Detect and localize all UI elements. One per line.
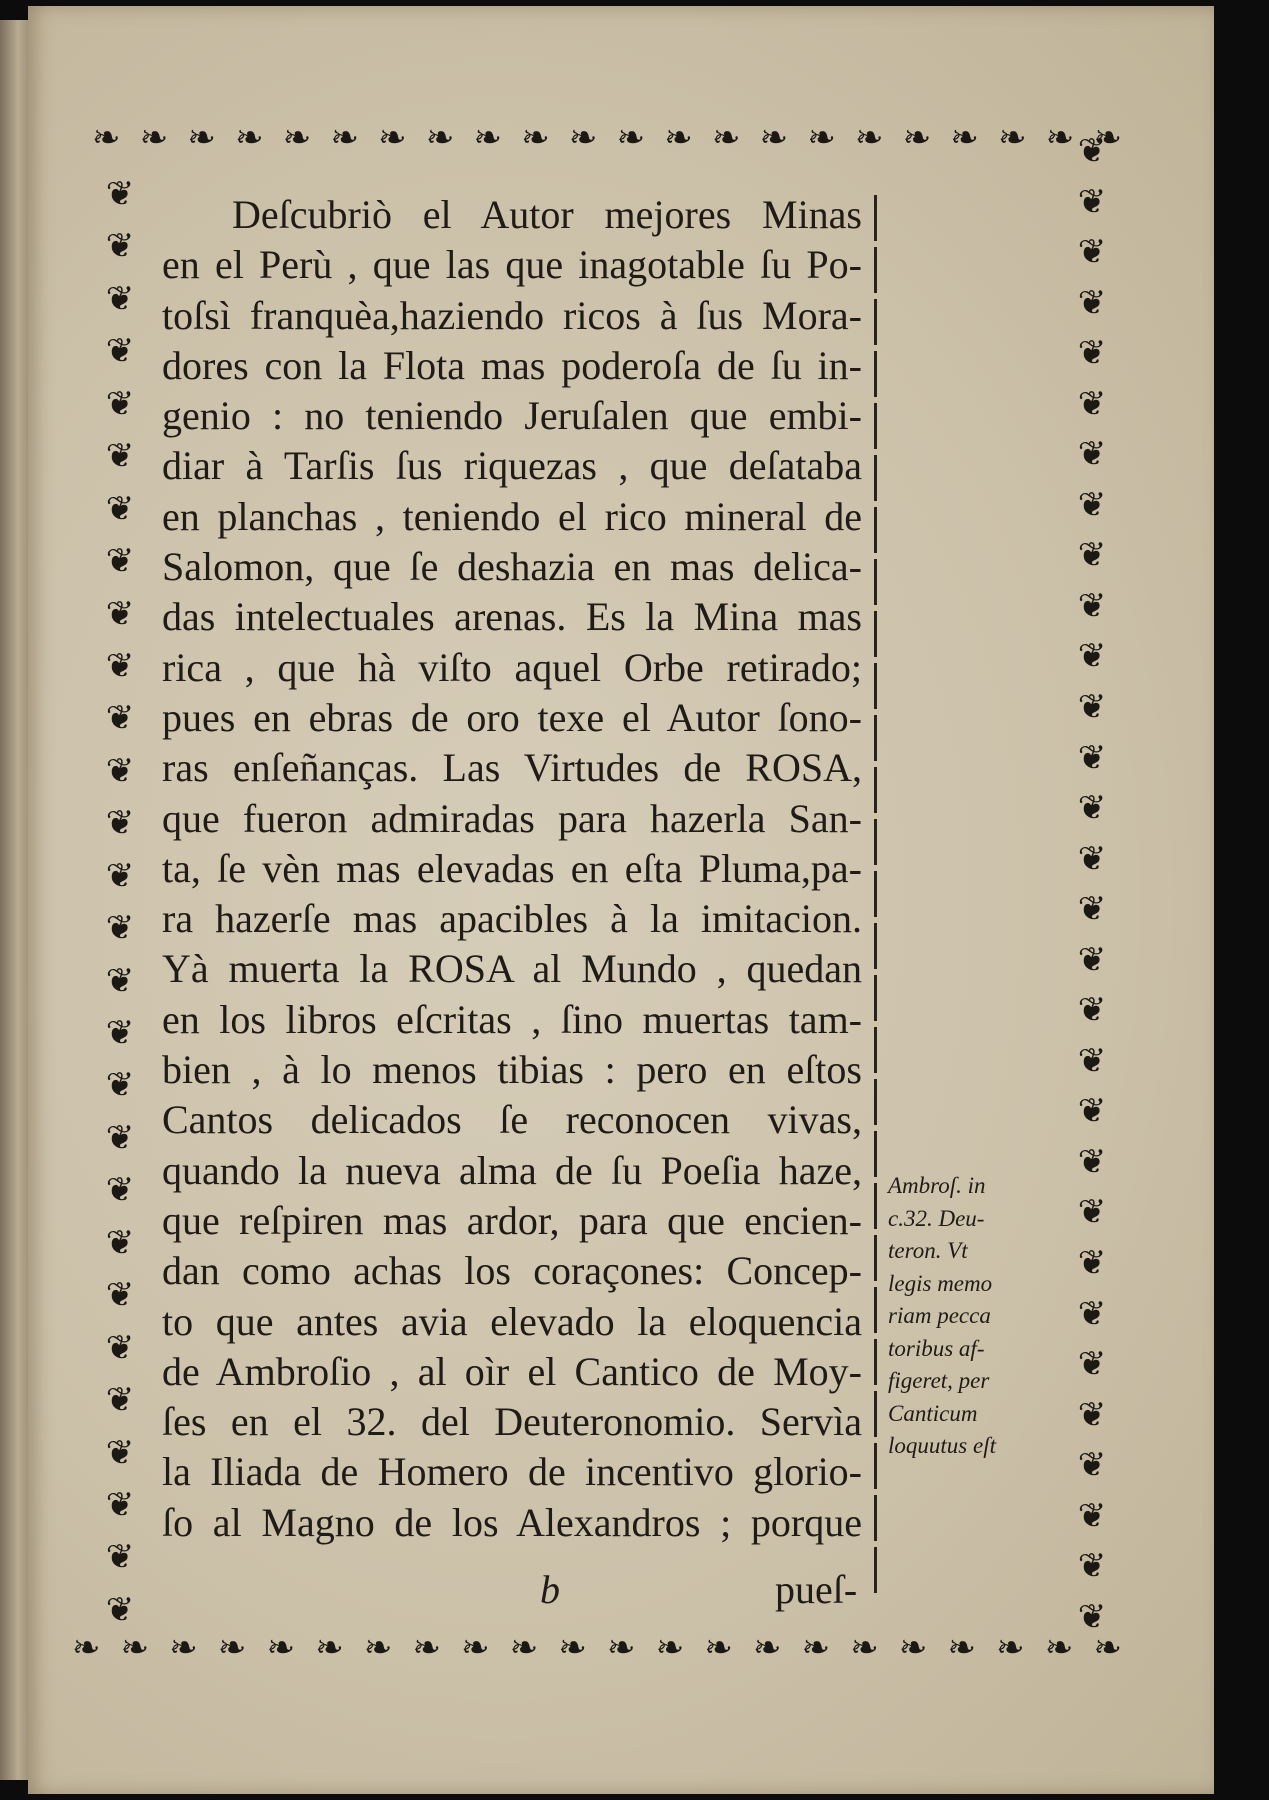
- text-line: de Ambroſio , al oìr el Cantico de Moy-: [162, 1348, 862, 1394]
- fleuron-ornament-icon: ❧: [898, 1630, 928, 1667]
- note-line: toribus af-: [888, 1335, 985, 1361]
- text-line: que fueron admiradas para hazerla San-: [162, 795, 862, 841]
- text-line: en los libros eſcritas , ſino muertas tam-: [162, 996, 862, 1042]
- fleuron-ornament-icon: ❧: [616, 120, 646, 157]
- fleuron-ornament-icon: ❦: [1077, 234, 1107, 272]
- fleuron-ornament-icon: ❦: [1077, 891, 1107, 929]
- fleuron-ornament-icon: ❧: [752, 1630, 782, 1667]
- fleuron-ornament-icon: ❦: [105, 910, 135, 948]
- marginal-note: [888, 1170, 1038, 1463]
- fleuron-ornament-icon: ❦: [1077, 587, 1107, 625]
- fleuron-ornament-icon: ❦: [105, 1329, 135, 1367]
- fleuron-ornament-icon: ❦: [1077, 537, 1107, 575]
- fleuron-ornament-icon: ❦: [105, 385, 135, 423]
- fleuron-ornament-icon: ❦: [105, 438, 135, 476]
- fleuron-ornament-icon: ❦: [1077, 1497, 1107, 1535]
- fleuron-ornament-icon: ❧: [1093, 120, 1122, 157]
- text-line: genio : no teniendo Jeruſalen que embi-: [162, 393, 862, 439]
- fleuron-ornament-icon: ❧: [139, 120, 169, 157]
- fleuron-ornament-icon: ❦: [105, 1224, 135, 1262]
- fleuron-ornament-icon: ❧: [807, 120, 836, 157]
- fleuron-ornament-icon: ❧: [996, 1630, 1025, 1667]
- fleuron-ornament-icon: ❦: [1077, 1598, 1107, 1636]
- fleuron-ornament-icon: ❦: [1077, 1042, 1107, 1080]
- text-line: quando la nueva alma de ſu Poeſia haze,: [162, 1147, 862, 1193]
- fleuron-ornament-icon: ❦: [105, 1591, 135, 1629]
- text-line: pues en ebras de oro texe el Autor ſono-: [162, 694, 862, 740]
- text-line: la Iliada de Homero de incentivo glorio-: [162, 1449, 862, 1495]
- note-line: Canticum: [888, 1400, 978, 1426]
- fleuron-ornament-icon: ❦: [105, 595, 135, 633]
- fleuron-ornament-icon: ❦: [1077, 1295, 1107, 1333]
- right-ornament-border: [1062, 135, 1122, 1635]
- fleuron-ornament-icon: ❧: [521, 120, 550, 157]
- fleuron-ornament-icon: ❦: [105, 1172, 135, 1210]
- previous-page-edge: [0, 20, 30, 1780]
- fleuron-ornament-icon: ❦: [105, 543, 135, 581]
- fleuron-ornament-icon: ❧: [655, 1630, 685, 1667]
- fleuron-ornament-icon: ❦: [105, 1067, 135, 1105]
- fleuron-ornament-icon: ❦: [1077, 1396, 1107, 1434]
- fleuron-ornament-icon: ❦: [1077, 385, 1107, 423]
- signature-mark: b: [540, 1567, 560, 1612]
- text-line: ta, ſe vèn mas elevadas en eſta Pluma,pa-: [162, 845, 862, 891]
- note-line: riam pecca: [888, 1303, 991, 1328]
- text-line: toſsì franquèa,haziendo ricos à ſus Mora-: [162, 292, 862, 338]
- bottom-ornament-border: [72, 1632, 1122, 1676]
- fleuron-ornament-icon: ❦: [1077, 941, 1107, 979]
- fleuron-ornament-icon: ❦: [105, 228, 135, 266]
- fleuron-ornament-icon: ❧: [711, 120, 741, 157]
- fleuron-ornament-icon: ❧: [363, 1630, 393, 1667]
- fleuron-ornament-icon: ❦: [105, 1539, 135, 1577]
- fleuron-ornament-icon: ❧: [1044, 1630, 1074, 1667]
- text-line: que reſpiren mas ardor, para que encien-: [162, 1197, 862, 1243]
- fleuron-ornament-icon: ❦: [1077, 183, 1107, 221]
- note-line: loquutus eſt: [888, 1433, 996, 1458]
- fleuron-ornament-icon: ❧: [568, 120, 598, 157]
- text-line: en planchas , teniendo el rico mineral de: [162, 493, 862, 539]
- fleuron-ornament-icon: ❦: [1077, 1447, 1107, 1485]
- fleuron-ornament-icon: ❧: [266, 1630, 296, 1667]
- text-line: dores con la Flota mas poderoſa de ſu in-: [162, 342, 862, 388]
- text-line: das intelectuales arenas. Es la Mina mas: [162, 594, 862, 640]
- text-line: rica , que hà viſto aquel Orbe retirado;: [162, 644, 862, 690]
- fleuron-ornament-icon: ❦: [105, 490, 135, 528]
- fleuron-ornament-icon: ❦: [105, 857, 135, 895]
- text-line: Yà muerta la ROSA al Mundo , quedan: [162, 946, 862, 992]
- fleuron-ornament-icon: ❦: [1077, 840, 1107, 878]
- note-line: c.32. Deu-: [888, 1205, 985, 1231]
- fleuron-ornament-icon: ❧: [998, 120, 1027, 157]
- fleuron-ornament-icon: ❧: [855, 120, 884, 157]
- fleuron-ornament-icon: ❧: [92, 120, 121, 157]
- text-line: bien , à lo menos tibias : pero en eſtos: [162, 1047, 862, 1093]
- fleuron-ornament-icon: ❧: [282, 120, 312, 157]
- fleuron-ornament-icon: ❧: [850, 1630, 879, 1667]
- fleuron-ornament-icon: ❧: [378, 120, 407, 157]
- fleuron-ornament-icon: ❧: [950, 120, 979, 157]
- left-ornament-border: [95, 178, 145, 1628]
- fleuron-ornament-icon: ❧: [607, 1630, 636, 1667]
- fleuron-ornament-icon: ❦: [1077, 1143, 1107, 1181]
- margin-rule: [874, 195, 877, 1595]
- text-line: ra hazerſe mas apacibles à la imitacion.: [162, 896, 862, 942]
- fleuron-ornament-icon: ❦: [1077, 436, 1107, 474]
- fleuron-ornament-icon: ❧: [72, 1630, 101, 1667]
- fleuron-ornament-icon: ❧: [1045, 120, 1075, 157]
- fleuron-ornament-icon: ❦: [1077, 790, 1107, 828]
- fleuron-ornament-icon: ❦: [1077, 486, 1107, 524]
- fleuron-ornament-icon: ❦: [105, 280, 135, 318]
- fleuron-ornament-icon: ❦: [1077, 689, 1107, 727]
- fleuron-ornament-icon: ❦: [105, 1277, 135, 1315]
- fleuron-ornament-icon: ❦: [105, 1015, 135, 1052]
- fleuron-ornament-icon: ❧: [461, 1630, 490, 1667]
- fleuron-ornament-icon: ❧: [473, 120, 502, 157]
- text-line: to que antes avia elevado la eloquencia: [162, 1298, 862, 1344]
- fleuron-ornament-icon: ❦: [105, 647, 135, 685]
- text-line: Cantos delicados ſe reconocen vivas,: [162, 1097, 862, 1143]
- fleuron-ornament-icon: ❦: [105, 805, 135, 843]
- fleuron-ornament-icon: ❧: [120, 1630, 150, 1667]
- top-ornament-border: [92, 122, 1122, 166]
- text-line: ſo al Magno de los Alexandros ; porque: [162, 1499, 862, 1545]
- fleuron-ornament-icon: ❦: [1077, 1245, 1107, 1283]
- fleuron-ornament-icon: ❦: [1077, 739, 1107, 777]
- fleuron-ornament-icon: ❦: [105, 176, 135, 213]
- fleuron-ornament-icon: ❦: [105, 1382, 135, 1420]
- text-line: Deſcubriò el Autor mejores Minas: [232, 192, 862, 237]
- note-line: teron. Vt: [888, 1238, 968, 1263]
- fleuron-ornament-icon: ❦: [105, 1434, 135, 1472]
- fleuron-ornament-icon: ❦: [1077, 284, 1107, 322]
- text-line: en el Perù , que las que inagotable ſu Po-: [162, 242, 862, 288]
- text-line: ras enſeñanças. Las Virtudes de ROSA,: [162, 745, 862, 791]
- fleuron-ornament-icon: ❧: [509, 1630, 539, 1667]
- fleuron-ornament-icon: ❦: [105, 752, 135, 790]
- fleuron-ornament-icon: ❧: [169, 1630, 198, 1667]
- fleuron-ornament-icon: ❧: [759, 120, 789, 157]
- fleuron-ornament-icon: ❦: [1077, 335, 1107, 373]
- fleuron-ornament-icon: ❦: [105, 962, 135, 1000]
- fleuron-ornament-icon: ❧: [330, 120, 359, 157]
- fleuron-ornament-icon: ❧: [217, 1630, 247, 1667]
- fleuron-ornament-icon: ❧: [558, 1630, 587, 1667]
- fleuron-ornament-icon: ❦: [1077, 638, 1107, 676]
- text-line: ſes en el 32. del Deuteronomio. Servìa: [162, 1399, 862, 1445]
- text-line: diar à Tarſis ſus riquezas , que deſataba: [162, 443, 862, 489]
- fleuron-ornament-icon: ❧: [315, 1630, 344, 1667]
- fleuron-ornament-icon: ❦: [1077, 992, 1107, 1030]
- fleuron-ornament-icon: ❧: [801, 1630, 831, 1667]
- fleuron-ornament-icon: ❦: [1077, 1093, 1107, 1131]
- fleuron-ornament-icon: ❧: [412, 1630, 441, 1667]
- fleuron-ornament-icon: ❧: [664, 120, 693, 157]
- text-line: dan como achas los coraçones: Concep-: [162, 1248, 862, 1294]
- fleuron-ornament-icon: ❧: [1093, 1630, 1122, 1667]
- fleuron-ornament-icon: ❧: [902, 120, 932, 157]
- fleuron-ornament-icon: ❧: [947, 1630, 977, 1667]
- fleuron-ornament-icon: ❦: [105, 700, 135, 738]
- note-line: figeret, per: [888, 1368, 990, 1393]
- fleuron-ornament-icon: ❦: [1077, 1346, 1107, 1384]
- text-line: Salomon, que ſe deshazia en mas delica-: [162, 544, 862, 590]
- fleuron-ornament-icon: ❦: [1077, 1548, 1107, 1586]
- main-text-block: [162, 190, 862, 1548]
- note-line: Ambroſ. in: [888, 1173, 986, 1198]
- fleuron-ornament-icon: ❦: [105, 1119, 135, 1157]
- fleuron-ornament-icon: ❧: [704, 1630, 733, 1667]
- fleuron-ornament-icon: ❧: [187, 120, 216, 157]
- fleuron-ornament-icon: ❧: [425, 120, 455, 157]
- fleuron-ornament-icon: ❦: [1077, 1194, 1107, 1232]
- catchword: pueſ-: [775, 1567, 858, 1612]
- fleuron-ornament-icon: ❦: [1077, 133, 1107, 170]
- fleuron-ornament-icon: ❧: [235, 120, 264, 157]
- fleuron-ornament-icon: ❦: [105, 1486, 135, 1524]
- note-line: legis memo: [888, 1270, 993, 1296]
- fleuron-ornament-icon: ❦: [105, 333, 135, 371]
